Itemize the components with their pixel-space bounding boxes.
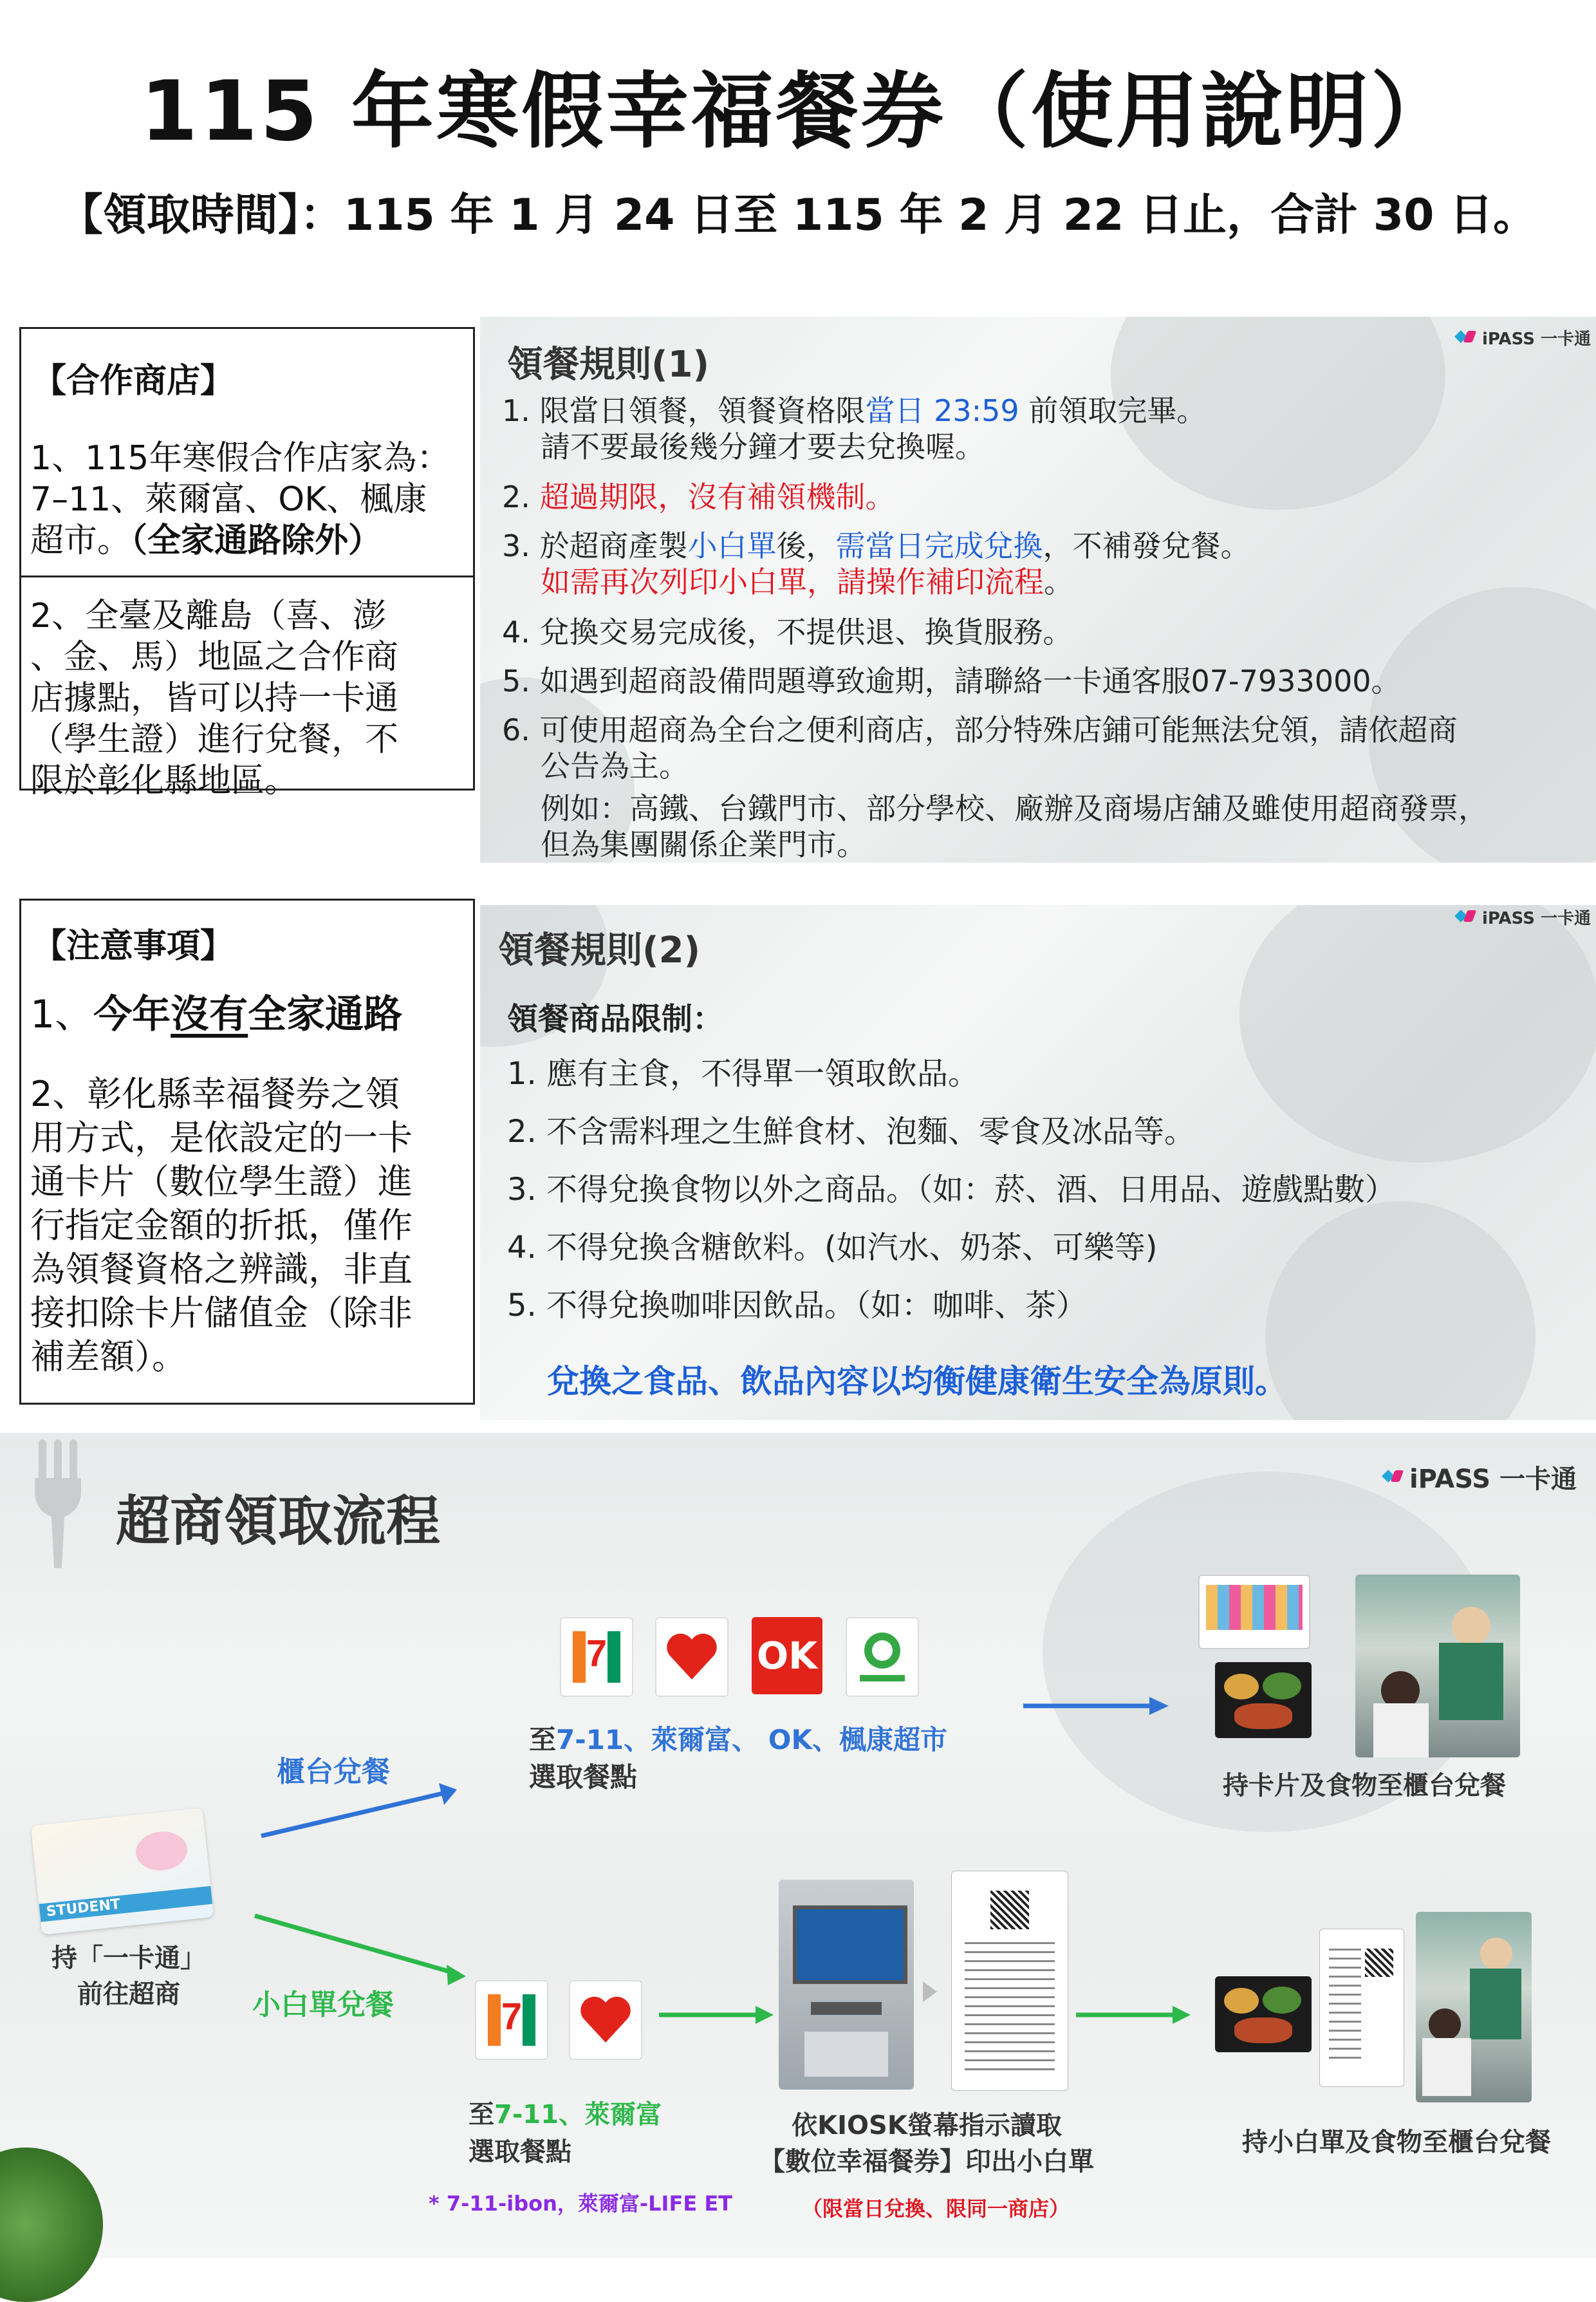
counter-photo-1 bbox=[1355, 1575, 1520, 1757]
rules-2-item: 2. 不含需料理之生鮮食材、泡麵、零食及冰品等。 bbox=[507, 1114, 1196, 1150]
svg-text:7: 7 bbox=[501, 1996, 523, 2037]
logo-ok: OK bbox=[752, 1617, 822, 1694]
counter-stores-list: 7-11、萊爾富、 OK、楓康超市 bbox=[556, 1724, 947, 1755]
counter-stores bbox=[529, 1721, 947, 1796]
white-slip-image-2 bbox=[1319, 1929, 1404, 2087]
rules-1-title: 領餐規則(1) bbox=[507, 344, 710, 386]
logo-hilife-slip bbox=[569, 1980, 642, 2060]
rule-3 bbox=[502, 528, 1583, 564]
rule-1-c: 前領取完畢。 bbox=[1019, 393, 1207, 428]
rule-3-a: 3. 於超商產製 bbox=[502, 529, 688, 563]
fk-mascot-icon bbox=[853, 1625, 911, 1689]
rule-6-example-b: 但為集團關係企業門市。 bbox=[541, 827, 866, 862]
rules-2-subheading: 領餐商品限制： bbox=[507, 1001, 724, 1037]
kiosk-instructions-b: 【數位幸福餐券】印出小白單 bbox=[759, 2147, 1094, 2176]
logo-7-eleven bbox=[560, 1617, 633, 1697]
collection-period: 【領取時間】：115 年 1 月 24 日至 115 年 2 月 22 日止，合計 30 日。 bbox=[59, 190, 1537, 241]
notice-item-2-line: 為領餐資格之辨識，非直 bbox=[30, 1249, 413, 1289]
rule-3-reprint-text: 如需再次列印小白單，請操作補印流程 bbox=[541, 565, 1044, 599]
rules-2-item: 5. 不得兌換咖啡因飲品。（如：咖啡、茶） bbox=[507, 1287, 1088, 1324]
counter-stores-action: 選取餐點 bbox=[529, 1761, 638, 1793]
counter-label: 櫃台兌餐 bbox=[277, 1755, 390, 1788]
counter-arrow bbox=[1023, 1693, 1171, 1719]
meal-box-image-2 bbox=[1215, 1976, 1312, 2052]
svg-text:7: 7 bbox=[586, 1633, 608, 1674]
notice-item-1-emphasis: 沒有 bbox=[171, 992, 248, 1037]
notice-item-2-line: 補差額）。 bbox=[30, 1336, 187, 1377]
notice-item-1-prefix: 1、 bbox=[30, 992, 94, 1037]
salad-bowl-image bbox=[0, 2148, 103, 2302]
logo-hilife bbox=[655, 1617, 728, 1697]
slip-result: 持小白單及食物至櫃台兌餐 bbox=[1242, 2128, 1551, 2157]
rules-1-brand-text: iPASS 一卡通 bbox=[1481, 330, 1591, 349]
ipass-student-card bbox=[31, 1808, 214, 1934]
rule-1-a: 1. 限當日領餐，領餐資格限 bbox=[502, 393, 866, 428]
rules-2-item: 4. 不得兌換含糖飲料。(如汽水、奶茶、可樂等) bbox=[507, 1230, 1158, 1266]
flow-section bbox=[0, 1433, 1596, 2258]
notice-item-2-line: 2、彰化縣幸福餐券之領 bbox=[30, 1074, 400, 1114]
kiosk-instructions bbox=[734, 2108, 1120, 2180]
notice-item-1-c: 全家通路 bbox=[248, 992, 403, 1037]
partner-item-1-exclusion: （全家通路除外） bbox=[131, 521, 382, 560]
rules-1-brand bbox=[1456, 326, 1591, 350]
rule-6-example: 例如：高鐵、台鐵門市、部分學校、廠辦及商場店舖及雖使用超商發票， bbox=[541, 791, 1488, 826]
flow-brand-text: iPASS 一卡通 bbox=[1409, 1464, 1577, 1494]
rule-3-end: 。 bbox=[1044, 565, 1073, 599]
notice-box bbox=[19, 899, 475, 1405]
notice-item-1-a: 今年 bbox=[93, 992, 171, 1037]
rule-6: 6. 可使用超商為全台之便利商店，部分特殊店鋪可能無法兌領，請依超商 bbox=[502, 713, 1458, 747]
card-label: STUDENT bbox=[45, 1896, 122, 1920]
partner-divider bbox=[21, 576, 473, 577]
rule-2-text: 超過期限，沒有補領機制。 bbox=[539, 480, 895, 514]
rules-2-title: 領餐規則(2) bbox=[498, 930, 701, 971]
branch-arrow-slip bbox=[251, 1909, 470, 1993]
start-label-a: 持「一卡通」 bbox=[51, 1943, 206, 1973]
rules-2-item: 1. 應有主食，不得單一領取飲品。 bbox=[507, 1056, 979, 1092]
partner-item-2-line: 、金、馬）地區之合作商 bbox=[30, 638, 399, 677]
rule-3-same-day: 需當日完成兌換 bbox=[835, 529, 1043, 563]
partner-item-2-line: 2、全臺及離島（喜、澎 bbox=[30, 597, 387, 635]
hilife-heart-icon bbox=[663, 1628, 721, 1686]
slip-stores-list: 7-11、萊爾富 bbox=[494, 2100, 662, 2129]
ipass-logo-icon bbox=[1384, 1469, 1406, 1486]
same-day-footnote: （限當日兌換、限同一商店） bbox=[802, 2196, 1070, 2221]
rule-1-deadline: 當日 23:59 bbox=[865, 393, 1019, 428]
rule-3-e: ，不補發兌餐。 bbox=[1043, 529, 1250, 563]
notice-item-2-line: 通卡片（數位學生證）進 bbox=[30, 1161, 413, 1202]
notice-item-2-line: 用方式，是依設定的一卡 bbox=[30, 1118, 413, 1158]
ipass-logo-icon bbox=[1456, 330, 1478, 346]
rule-1 bbox=[502, 393, 1583, 429]
slip-stores bbox=[469, 2096, 662, 2171]
rule-6-b: 公告為主。 bbox=[541, 749, 689, 783]
partner-item-2-line: （學生證）進行兌餐，不 bbox=[30, 720, 399, 759]
counter-photo-2 bbox=[1416, 1912, 1532, 2102]
rules-1-panel bbox=[480, 317, 1596, 863]
rule-2 bbox=[502, 479, 1583, 515]
kiosk-instructions-a: 依KIOSK螢幕指示讀取 bbox=[792, 2111, 1062, 2140]
rule-3-reprint bbox=[502, 564, 1583, 600]
notice-heading: 【注意事項】 bbox=[33, 927, 234, 966]
meal-box-image-1 bbox=[1215, 1662, 1312, 1738]
hilife-heart-icon bbox=[577, 1991, 635, 2049]
logo-fk bbox=[846, 1617, 919, 1697]
seven-eleven-icon bbox=[568, 1625, 626, 1689]
rule-3-slip: 小白單 bbox=[687, 529, 777, 563]
rules-2-brand bbox=[1456, 905, 1591, 929]
rules-2-footer: 兌換之食品、飲品內容以均衡健康衛生安全為原則。 bbox=[547, 1363, 1287, 1400]
slip-arrow-1 bbox=[659, 2002, 775, 2028]
partner-stores-box bbox=[19, 327, 475, 800]
partner-item-1-line-2: 7–11、萊爾富、OK、楓康 bbox=[30, 480, 427, 519]
kiosk-footnote: * 7-11-ibon，萊爾富-LIFE ET bbox=[429, 2191, 733, 2216]
ipass-card-image bbox=[1198, 1575, 1310, 1649]
flow-brand bbox=[1384, 1459, 1577, 1495]
partner-stores-heading: 【合作商店】 bbox=[33, 362, 234, 400]
partner-item-1-line-1: 1、115年寒假合作店家為： bbox=[30, 439, 450, 478]
notice-item-2 bbox=[21, 1072, 473, 1379]
partner-item-1-text: 超市。 bbox=[30, 521, 131, 560]
rule-4: 4. 兌換交易完成後，不提供退、換貨服務。 bbox=[502, 615, 1073, 650]
rules-2-list bbox=[507, 1056, 1588, 1345]
flow-title: 超商領取流程 bbox=[116, 1490, 441, 1553]
rule-2-num: 2. bbox=[502, 480, 540, 514]
seven-eleven-icon bbox=[483, 1988, 541, 2052]
notice-item-2-line: 行指定金額的折抵，僅作 bbox=[30, 1205, 413, 1246]
slip-stores-prefix: 至 bbox=[469, 2100, 494, 2129]
notice-item-2-line: 接扣除卡片儲值金（除非 bbox=[30, 1293, 413, 1333]
rules-2-panel bbox=[480, 905, 1596, 1420]
rule-3-c: 後， bbox=[776, 529, 836, 563]
notice-item-1 bbox=[21, 980, 473, 1039]
rules-2-item: 3. 不得兌換食物以外之商品。（如：菸、酒、日用品、遊戲點數） bbox=[507, 1172, 1396, 1208]
white-slip-image bbox=[951, 1871, 1068, 2091]
rule-1-note: 請不要最後幾分鐘才要去兌換喔。 bbox=[541, 429, 985, 464]
start-label-b: 前往超商 bbox=[77, 1979, 180, 2009]
counter-stores-prefix: 至 bbox=[529, 1724, 557, 1755]
start-label bbox=[39, 1940, 219, 2012]
logo-7-eleven-slip bbox=[475, 1980, 548, 2060]
slip-stores-action: 選取餐點 bbox=[469, 2137, 571, 2167]
ipass-logo-icon bbox=[1456, 909, 1478, 926]
partner-item-2 bbox=[21, 595, 473, 801]
rules-1-list bbox=[502, 393, 1583, 863]
partner-item-2-line: 限於彰化縣地區。 bbox=[30, 762, 299, 800]
counter-result: 持卡片及食物至櫃台兌餐 bbox=[1223, 1771, 1506, 1801]
fork-icon bbox=[13, 1439, 103, 1568]
page-title: 115 年寒假幸福餐券（使用說明） bbox=[140, 64, 1456, 160]
kiosk-image bbox=[779, 1880, 914, 2090]
slip-arrow-2 bbox=[1076, 2002, 1192, 2028]
slip-label: 小白單兌餐 bbox=[252, 1989, 394, 2021]
partner-item-2-line: 店據點，皆可以持一卡通 bbox=[30, 679, 399, 718]
rule-5: 5. 如遇到超商設備問題導致逾期，請聯絡一卡通客服07-7933000。 bbox=[502, 664, 1401, 698]
kiosk-chevron-icon bbox=[920, 1979, 940, 2005]
rules-2-brand-text: iPASS 一卡通 bbox=[1481, 909, 1591, 928]
partner-item-1-line-3 bbox=[30, 520, 464, 561]
partner-item-1 bbox=[21, 438, 473, 561]
